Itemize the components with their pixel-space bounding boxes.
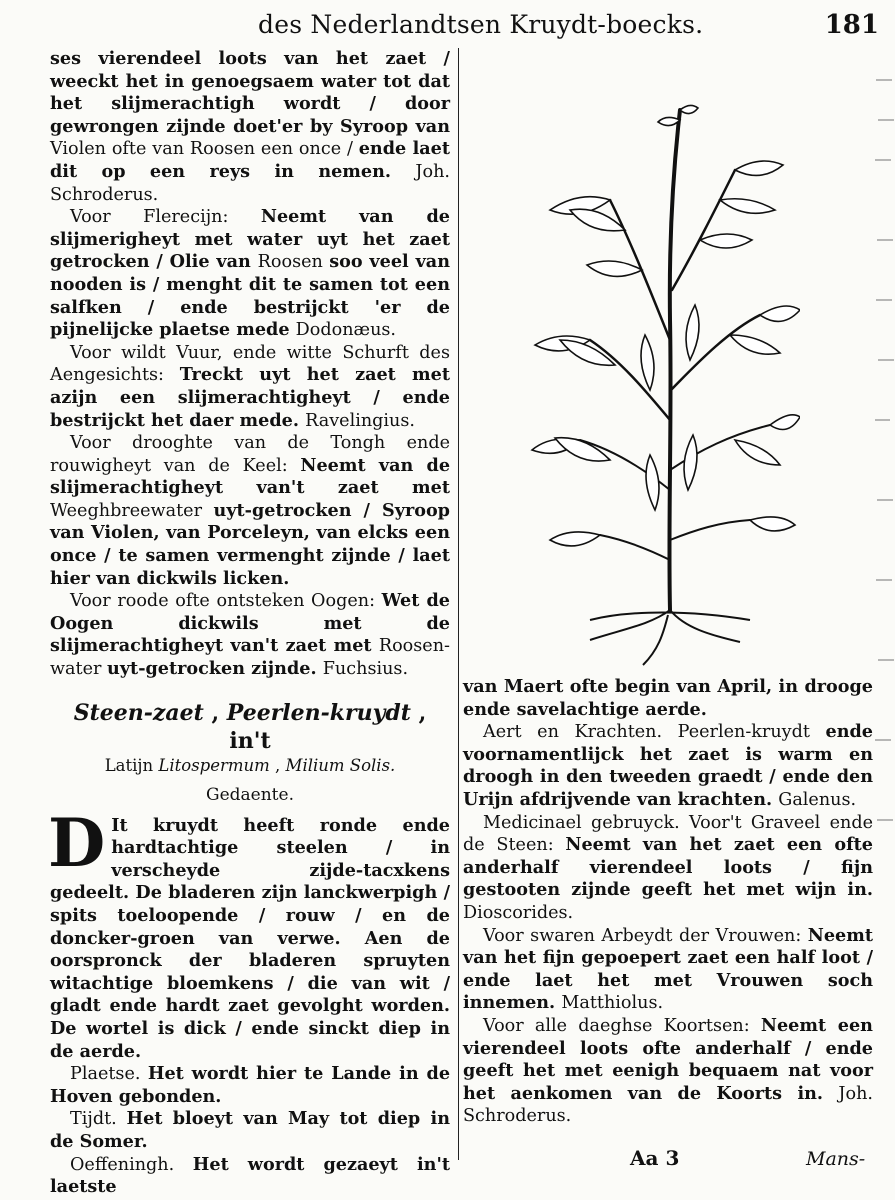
latin-prefix: Latijn: [104, 755, 159, 775]
text-run: Medicinael gebruyck. Voor't Graveel ende de Steen:: [463, 812, 873, 856]
text-run: Dioscorides.: [463, 902, 574, 923]
heading-name-1: Steen-zaet: [73, 699, 204, 726]
text-run: Oeffeningh.: [70, 1154, 193, 1175]
text-run: Aert en Krachten. Peerlen-kruydt: [483, 722, 826, 743]
paragraph: [50, 590, 450, 680]
heading-separator: ,: [203, 699, 227, 726]
drop-cap: D: [48, 803, 106, 882]
paragraph: [463, 1015, 873, 1128]
text-run: ende voornamentlijck het zaet is warm en droogh in den tweeden graedt / ende den Urijn afdrijvende van krachten.: [463, 721, 873, 810]
text-run: Voor drooghte van de Tongh ende rouwigheyt van de Keel:: [50, 433, 450, 476]
text-run: Galenus.: [778, 789, 857, 810]
text-run: Neemt van het zaet een ofte anderhalf vierendeel loots / fijn gestooten zijnde geeft het met wijn in.: [463, 834, 873, 901]
paragraph: [463, 676, 873, 721]
catchword: Mans-: [806, 1148, 866, 1170]
paragraph: [50, 342, 450, 432]
text-run: uyt-getrocken / Syroop van Violen, van Porceleyn, van elcks een once / te samen vermenght zijnde / laet hier van dickwils licken.: [50, 499, 450, 589]
heading-name-2: Peerlen-kruydt: [226, 699, 411, 726]
text-run: Joh. Schroderus.: [50, 161, 450, 205]
paragraph: [50, 48, 450, 206]
running-title: des Nederlandtsen Kruydt-boecks.: [258, 10, 704, 39]
text-run: Dodonæus.: [295, 320, 397, 341]
text-run: Joh. Schroderus.: [463, 1083, 873, 1127]
signature-mark: Aa 3: [630, 1146, 680, 1170]
paragraph: [463, 721, 873, 811]
page-footer: [0, 1146, 895, 1182]
text-run: Voor wildt Vuur, ende witte Schurft des Aengesichts:: [50, 342, 450, 386]
description-text: [50, 816, 450, 1062]
paragraph: [463, 925, 873, 1015]
plant-heading: [50, 699, 450, 755]
text-run: ende laet dit op een reys in nemen.: [50, 138, 450, 182]
text-run: ses vierendeel loots van het zaet / weeckt het in genoegsaem water tot dat het slijmerachtigh wordt / door gewrongen zijnde doet'er by Syroop van: [50, 48, 450, 137]
paragraph: [50, 432, 450, 590]
paragraph: [50, 1063, 450, 1108]
text-run: Neemt van de slijmerachtigheyt van't zaet met: [50, 454, 451, 499]
left-column: [50, 48, 450, 1199]
text-run: Roosen: [257, 252, 330, 273]
text-run: uyt-getrocken zijnde.: [107, 658, 323, 680]
text-run: It kruydt heeft ronde ende hardtachtige steelen / in verscheyde zijde-tacxkens gedeelt. De bladeren zijn lanckwerpigh / spits toeloopende / rouw / en de doncker-groen van verwe. Aen de oorspronck der bladeren spruyten witachtige bloemkens / die van wit / gladt ende hardt zaet gevolght worden. De wortel is dick / ende sinckt diep in de aerde.: [50, 814, 450, 1062]
text-run: Het wordt hier te Lande in de Hoven gebonden.: [50, 1063, 451, 1107]
text-run: Wet de Oogen dickwils met de slijmerachtigheyt van't zaet met: [50, 590, 450, 657]
paragraph: [50, 206, 450, 342]
text-run: van Maert ofte begin van April, in drooge ende savelachtige aerde.: [463, 676, 873, 720]
latin-separator: ,: [269, 755, 286, 775]
section-title: Gedaente.: [206, 784, 294, 805]
column-divider: [458, 48, 459, 1160]
text-run: Violen ofte van Roosen een once /: [50, 139, 359, 160]
text-run: Voor roode ofte ontsteken Oogen:: [70, 591, 382, 612]
page-header: [0, 8, 895, 44]
text-run: soo veel van nooden is / menght dit te samen tot een salfken / ende bestrijckt 'er de pijnelijcke plaetse mede: [50, 251, 450, 341]
page-number: 181: [824, 10, 879, 40]
text-run: Neemt een vierendeel loots ofte anderhalf / ende geeft het met eenigh bequaem nat voor het aenkomen van de Koorts in.: [463, 1014, 873, 1104]
text-run: Tijdt.: [70, 1109, 127, 1130]
heading-separator: , in't: [229, 699, 427, 754]
text-run: Het bloeyt van May tot diep in de Somer.: [50, 1108, 450, 1152]
text-run: Voor swaren Arbeydt der Vrouwen:: [483, 925, 808, 946]
text-run: Fuchsius.: [322, 659, 409, 680]
text-run: Matthiolus.: [561, 993, 664, 1014]
text-run: Het wordt gezaeyt in't laetste: [50, 1153, 450, 1198]
latin-names: [50, 755, 450, 777]
right-column: [463, 676, 873, 1128]
text-run: Ravelingius.: [305, 410, 416, 431]
latin-name-2: Milium Solis.: [285, 755, 396, 775]
text-run: Voor alle daeghse Koortsen:: [483, 1015, 761, 1036]
paragraph: [463, 812, 873, 925]
text-run: Weeghbreewater: [50, 500, 214, 521]
text-run: Neemt van de slijmerigheyt met water uyt het zaet getrocken / Olie van: [50, 206, 450, 273]
description-paragraph: [48, 803, 450, 1064]
bleed-through-margin: [872, 60, 895, 1190]
text-run: Neemt van het fijn gepoepert zaet een half loot / ende laet het met Vrouwen soch innemen.: [463, 924, 873, 1014]
latin-name-1: Litospermum: [158, 755, 270, 775]
text-run: Plaetse.: [70, 1064, 148, 1085]
text-run: Treckt uyt het zaet met azijn een slijmerachtigheyt / ende bestrijckt het daer mede.: [50, 364, 450, 431]
text-run: Voor Flerecijn:: [70, 207, 261, 228]
text-run: Roosen-water: [50, 636, 450, 680]
plant-woodcut-icon: [530, 90, 800, 670]
